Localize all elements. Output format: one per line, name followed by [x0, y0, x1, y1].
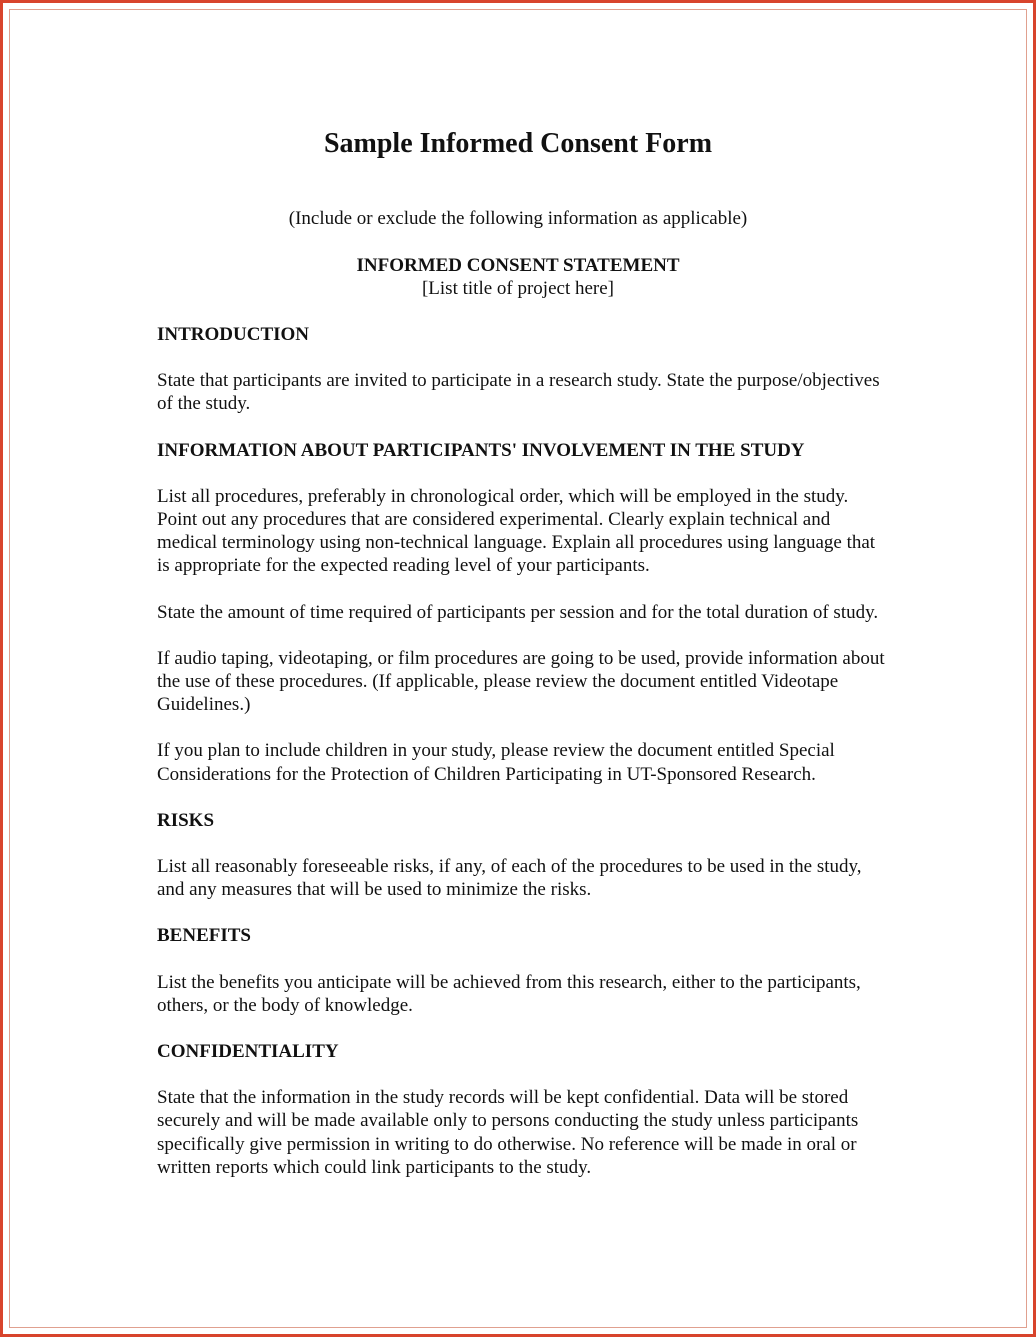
section-heading-risks: RISKS: [157, 809, 215, 831]
involvement-paragraph-3: If audio taping, videotaping, or film procedures are going to be used, provide information about the use of these procedures. (If applicable, please review the document entitled Videotape Guidelines.): [157, 647, 885, 716]
section-heading-confidentiality: CONFIDENTIALITY: [157, 1041, 339, 1063]
benefits-paragraph: List the benefits you anticipate will be achieved from this research, either to the participants, others, or the body of knowledge.: [157, 971, 861, 1016]
involvement-paragraph-1: List all procedures, preferably in chronological order, which will be employed in the study. Point out any procedures that are considered experimental. Clearly explain technical and medical terminology using non-technical language. Explain all procedures using language that is appropriate for the expected reading level of your participants.: [157, 485, 876, 577]
consent-statement-block: [0, 254, 1036, 300]
introduction-paragraph: State that participants are invited to participate in a research study. State the purpose/objectives of the study.: [157, 370, 880, 415]
involvement-paragraph-2: State the amount of time required of participants per session and for the total duration of study.: [157, 601, 879, 623]
statement-heading: INFORMED CONSENT STATEMENT: [356, 255, 680, 276]
project-title-placeholder: [List title of project here]: [421, 278, 615, 299]
section-heading-involvement: INFORMATION ABOUT PARTICIPANTS' INVOLVEMENT IN THE STUDY: [157, 439, 805, 461]
section-heading-benefits: BENEFITS: [157, 925, 251, 947]
document-body: [157, 323, 887, 1202]
risks-paragraph: List all reasonably foreseeable risks, if any, of each of the procedures to be used in the study, and any measures that will be used to minimize the risks.: [157, 856, 862, 901]
section-heading-introduction: INTRODUCTION: [157, 324, 310, 345]
involvement-paragraph-4: If you plan to include children in your study, please review the document entitled Special Considerations for the Protection of Children Participating in UT-Sponsored Research.: [157, 740, 835, 785]
document-subtitle: (Include or exclude the following information as applicable): [288, 208, 748, 229]
confidentiality-paragraph: State that the information in the study records will be kept confidential. Data will be stored securely and will be made available only to persons conducting the study unless participants specifically give permission in writing to do otherwise. No reference will be made in oral or written reports which could link participants to the study.: [157, 1087, 859, 1178]
document-title: Sample Informed Consent Form: [323, 128, 713, 159]
